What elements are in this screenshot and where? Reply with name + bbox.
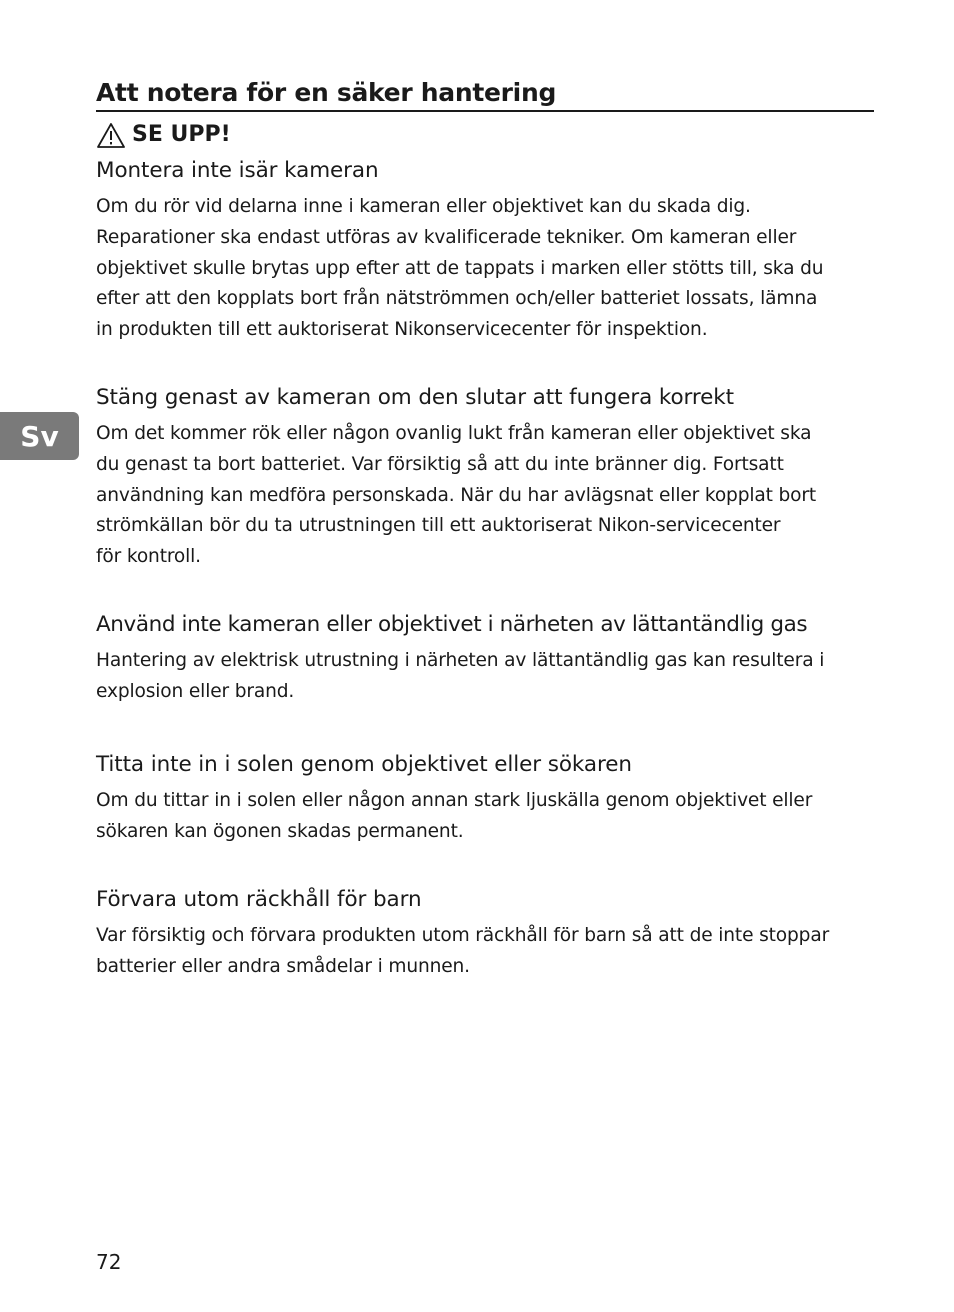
section-heading: Stäng genast av kameran om den slutar att fungera korrekt xyxy=(96,385,734,410)
body-line: Om du rör vid delarna inne i kameran eller objektivet kan du skada dig. xyxy=(96,196,751,217)
section-disassembly xyxy=(96,156,886,346)
body-line: in produkten till ett auktoriserat Nikonservicecenter för inspektion. xyxy=(96,319,708,341)
section-heading: Använd inte kameran eller objektivet i närheten av lättantändlig gas xyxy=(96,612,808,637)
section-heading: Montera inte isär kameran xyxy=(96,158,379,183)
section-body xyxy=(96,419,886,573)
section-body xyxy=(96,192,886,346)
body-line: strömkällan bör du ta utrustningen till ett auktoriserat Nikon-servicecenter xyxy=(96,515,781,537)
body-line: användning kan medföra personskada. När du har avlägsnat eller kopplat bort xyxy=(96,484,817,506)
section-body xyxy=(96,921,886,983)
body-line: Reparationer ska endast utföras av kvalificerade tekniker. Om kameran eller xyxy=(96,226,797,248)
body-line: efter att den kopplats bort från nätströmmen och/eller batteriet lossats, lämna xyxy=(96,288,818,310)
section-body xyxy=(96,786,886,848)
body-line: Om det kommer rök eller någon ovanlig lukt från kameran eller objektivet ska xyxy=(96,423,812,444)
body-line: sökaren kan ögonen skadas permanent. xyxy=(96,820,464,842)
section-children xyxy=(96,885,886,983)
page-number: 72 xyxy=(96,1250,122,1274)
section-body xyxy=(96,646,886,708)
body-line: explosion eller brand. xyxy=(96,680,295,702)
body-line: objektivet skulle brytas upp efter att de tappats i marken eller stötts till, ska du xyxy=(96,257,824,279)
body-line: du genast ta bort batteriet. Var försiktig så att du inte bränner dig. Fortsatt xyxy=(96,453,784,475)
body-line: Hantering av elektrisk utrustning i närheten av lättantändlig gas kan resultera i xyxy=(96,650,825,671)
body-line: Var försiktig och förvara produkten utom räckhåll för barn så att de inte stoppar xyxy=(96,925,830,946)
language-tab: Sv xyxy=(0,412,79,460)
body-line: Om du tittar in i solen eller någon annan stark ljuskälla genom objektivet eller xyxy=(96,790,813,811)
section-heading: Titta inte in i solen genom objektivet eller sökaren xyxy=(96,752,632,777)
caution-label: SE UPP! xyxy=(132,122,231,147)
warning-triangle-icon xyxy=(96,122,126,149)
section-flammable-gas xyxy=(96,610,886,708)
page-title: Att notera för en säker hantering xyxy=(96,76,874,112)
section-heading: Förvara utom räckhåll för barn xyxy=(96,887,422,912)
caution-heading xyxy=(96,120,231,150)
body-line: batterier eller andra smådelar i munnen. xyxy=(96,955,470,977)
section-malfunction xyxy=(96,383,886,573)
section-sun xyxy=(96,750,886,848)
body-line: för kontroll. xyxy=(96,546,201,568)
